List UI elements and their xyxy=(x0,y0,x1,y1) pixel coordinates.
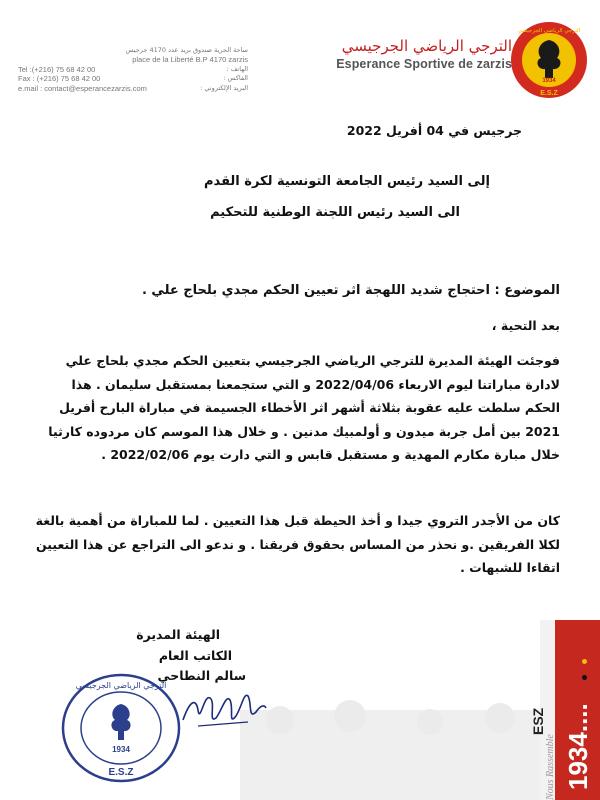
letter-paragraph-2: كان من الأجدر التروي جيدا و أخذ الحيطة قبل هذا التعيين . لما للمباراة من أهمية بالغة لكلا الفريقين .و نحذر من المساس بحقوق فريقنا . و ندعو الى التراجع عن هذا التعيين اتقاءا للشبهات . xyxy=(35,513,560,575)
address-arabic: ساحة الحرية صندوق بريد عدد 4170 جرجيس xyxy=(125,46,248,54)
side-band-year: 1934.... xyxy=(563,703,593,790)
contact-block xyxy=(18,46,248,93)
handwritten-signature xyxy=(178,680,268,740)
logo-initials: E.S.Z xyxy=(540,90,558,97)
letter-paragraph-1: فوجئت الهيئة المديرة للترجي الرياضي الجرجيسي بتعيين الحكم مجدي بلحاج علي لادارة مباراتنا ليوم الاربعاء 2022/04/06 و التي ستجمعنا بمستقبل سليمان . هذا الحكم سلطت عليه عقوبة بثلاثة أشهر اثر الأخطاء الجسيمة في مباراة البارح أفريل 2021 بين أمل جربة ميدون و أولمبيك مدنين . و خلال هذا الموسم كان مردوده كارثيا خلال مبارة مكارم المهدية و مستقبل قابس و التي دارت يوم 2022/02/06 . xyxy=(48,353,560,462)
fax: Fax : (+216) 75 68 42 00 xyxy=(18,74,101,84)
red-dot xyxy=(582,667,587,672)
club-name-french: Esperance Sportive de zarzis xyxy=(336,57,512,71)
signatory-org: الهيئة المديرة xyxy=(136,627,220,642)
yellow-dot xyxy=(582,659,587,664)
stamp-year: 1934 xyxy=(112,745,130,754)
stamp-initials: E.S.Z xyxy=(108,767,134,778)
address-french: place de la Liberté B.P 4170 zarzis xyxy=(132,55,248,65)
black-dot xyxy=(582,675,587,680)
side-band-code: ESZ xyxy=(530,707,546,735)
letter-date: جرجيس في 04 أفريل 2022 xyxy=(346,123,522,138)
logo-year: 1934 xyxy=(542,78,556,84)
phone-label-arabic: الهاتف : xyxy=(226,64,248,73)
recipient-referee-committee: الى السيد رئيس اللجنة الوطنية للتحكيم xyxy=(210,205,460,220)
stamp-name: الترجي الرياضي الجرجيسي xyxy=(75,681,167,690)
email: e.mail : contact@esperancezarzis.com xyxy=(18,83,147,93)
signatory-title: الكاتب العام xyxy=(158,648,232,663)
fax-label-arabic: الفاكس : xyxy=(223,74,248,83)
email-label-arabic: البريد الإلكتروني : xyxy=(200,83,248,92)
logo-name: الترجي الرياضي الجرجيسي xyxy=(517,28,581,34)
letter-greeting: بعد التحية ، xyxy=(491,318,560,333)
recipient-federation: إلى السيد رئيس الجامعة التونسية لكرة القدم xyxy=(204,174,490,189)
letter-subject: الموضوع : احتجاج شديد اللهجة اثر تعيين الحكم مجدي بلحاج علي . xyxy=(141,283,560,298)
side-band-slogan: Nous Rassemble xyxy=(545,734,556,800)
background-crowd-graphic xyxy=(240,690,540,800)
phone: Tel :(+216) 75 68 42 00 xyxy=(18,64,96,74)
club-name-arabic: الترجي الرياضي الجرجيسي xyxy=(341,37,512,55)
club-logo xyxy=(509,20,589,100)
club-stamp xyxy=(60,672,182,784)
color-dots xyxy=(582,659,588,683)
signatory-name: سالم النطاحي xyxy=(157,668,246,683)
